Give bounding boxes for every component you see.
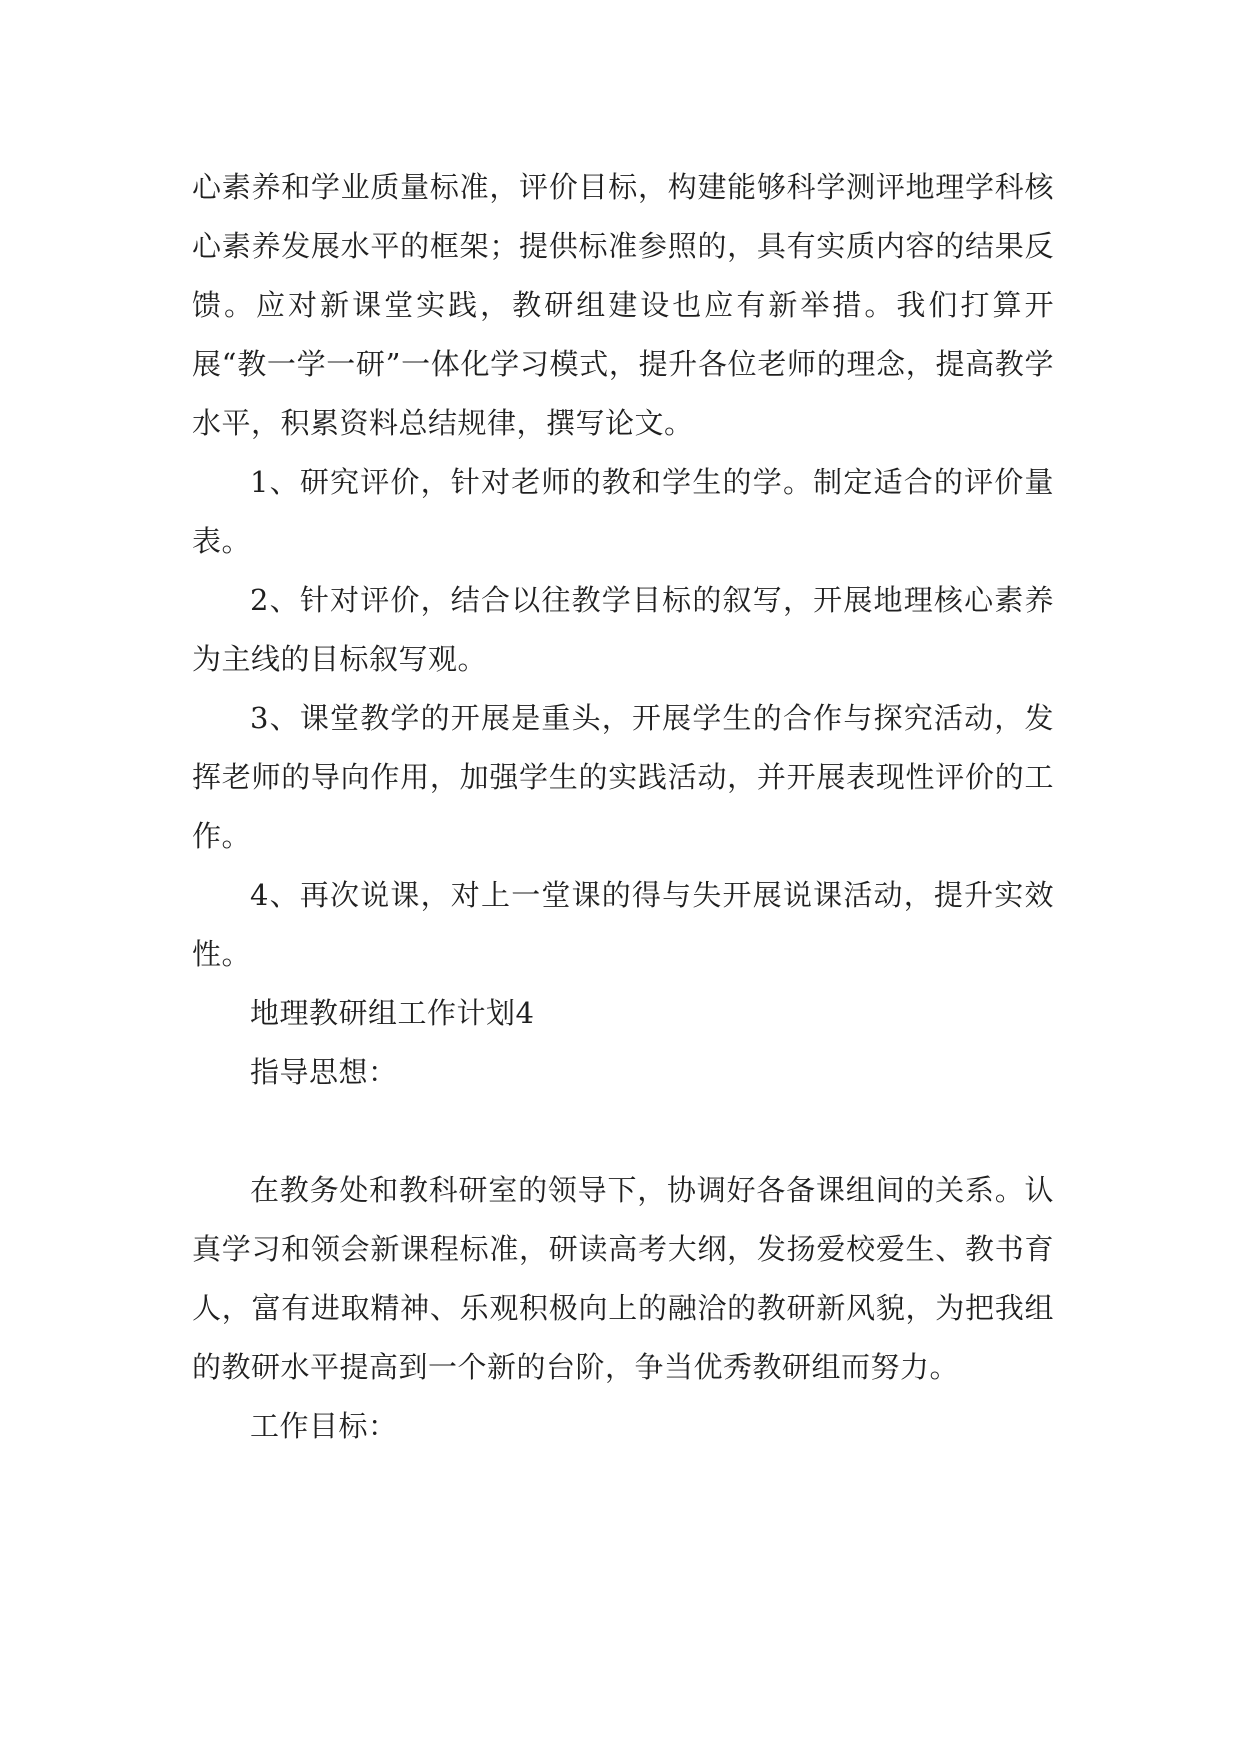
section-title: 地理教研组工作计划4 bbox=[250, 996, 535, 1030]
paragraph-continued: 心素养和学业质量标准，评价目标，构建能够科学测评地理学科核心素养发展水平的框架；提供标准参照的，具有实质内容的结果反馈。应对新课堂实践，教研组建设也应有新举措。我们打算开展“教一学一研”一体化学习模式，提升各位老师的理念，提高教学水平，积累资料总结规律，撰写论文。 bbox=[192, 170, 1054, 440]
subheading-work-goals: 工作目标： bbox=[250, 1409, 398, 1443]
list-item-1: 1、研究评价，针对老师的教和学生的学。制定适合的评价量表。 bbox=[192, 465, 1054, 558]
paragraph-guiding-thought: 在教务处和教科研室的领导下，协调好各备课组间的关系。认真学习和领会新课程标准，研读高考大纲，发扬爱校爱生、教书育人，富有进取精神、乐观积极向上的融洽的教研新风貌，为把我组的教研水平提高到一个新的台阶，争当优秀教研组而努力。 bbox=[192, 1173, 1054, 1384]
list-item-4: 4、再次说课，对上一堂课的得与失开展说课活动，提升实效性。 bbox=[192, 878, 1054, 971]
list-item-3: 3、课堂教学的开展是重头，开展学生的合作与探究活动，发挥老师的导向作用，加强学生的实践活动，并开展表现性评价的工作。 bbox=[192, 701, 1054, 853]
blank-line bbox=[192, 1102, 1054, 1161]
subheading-guiding-thought: 指导思想： bbox=[250, 1055, 398, 1089]
document-body bbox=[192, 158, 1054, 1456]
list-item-2: 2、针对评价，结合以往教学目标的叙写，开展地理核心素养为主线的目标叙写观。 bbox=[192, 583, 1054, 676]
